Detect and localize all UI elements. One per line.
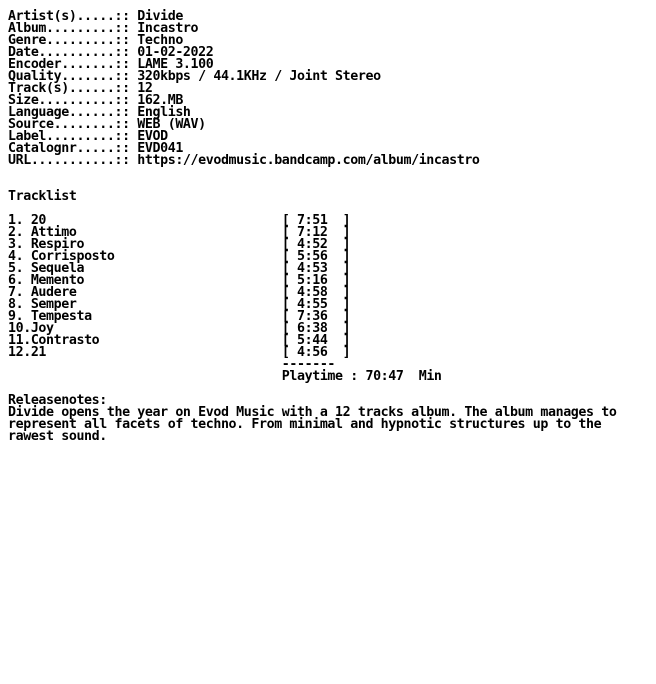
info-value: English [137,105,191,120]
track-row: 12.21 [ 4:56 ] [8,345,351,360]
info-value: WEB (WAV) [137,117,206,132]
track-title: Joy [30,321,54,336]
tracklist-heading: Tracklist [8,189,77,204]
info-value: 320kbps / 44.1KHz / Joint Stereo [137,69,381,84]
track-duration: 4:52 [297,237,328,252]
info-value: 01-02-2022 [137,45,214,60]
track-duration: 4:58 [297,285,328,300]
info-value: Incastro [137,21,199,36]
info-key: Encoder.......:: [8,57,130,72]
track-row: 8. Semper [ 4:55 ] [8,297,351,312]
info-key: Quality.......:: [8,69,130,84]
track-title: 21 [30,345,47,360]
info-block [8,11,616,167]
track-duration: 6:38 [297,321,328,336]
playtime-row [8,371,616,383]
info-value: 162.MB [137,93,183,108]
info-key: Track(s)......:: [8,81,130,96]
track-title: Sequela [30,261,85,276]
info-value[interactable]: https://evodmusic.bandcamp.com/album/incastro [137,153,480,168]
info-value: LAME 3.100 [137,57,214,72]
track-title: Audere [30,285,77,300]
track-duration: 5:16 [297,273,328,288]
playtime-value: 70:47 [365,369,404,384]
track-title: Semper [30,297,77,312]
track-number: 8. [8,297,24,312]
track-row: 7. Audere [ 4:58 ] [8,285,351,300]
playtime-label: Playtime : [281,369,358,384]
releasenotes-line: represent all facets of techno. From minimal and hypnotic structures up to the [8,417,602,432]
track-duration: 5:56 [297,249,328,264]
info-key: Size..........:: [8,93,130,108]
playtime-unit: Min [418,369,442,384]
track-number: 6. [8,273,24,288]
track-number: 7. [8,285,24,300]
info-key: Language......:: [8,105,130,120]
track-title: Contrasto [30,333,100,348]
info-key: Artist(s).....:: [8,9,130,24]
track-duration: 4:55 [297,297,328,312]
track-duration: 7:12 [297,225,328,240]
releasenotes-line: rawest sound. [8,429,107,444]
track-duration: 7:36 [297,309,328,324]
track-row: 11.Contrasto [ 5:44 ] [8,333,351,348]
releasenotes-heading: Releasenotes: [8,393,107,408]
info-key: Genre.........:: [8,33,130,48]
playtime-separator: ------- [281,357,336,372]
info-key: Catalognr.....:: [8,141,130,156]
track-row: 10.Joy [ 6:38 ] [8,321,351,336]
track-number: 12. [8,345,31,360]
track-number: 5. [8,261,24,276]
track-title: Memento [30,273,85,288]
info-key: Date..........:: [8,45,130,60]
info-key: Album.........:: [8,21,130,36]
info-value: 12 [137,81,153,96]
track-number: 2. [8,225,24,240]
track-row: 9. Tempesta [ 7:36 ] [8,309,351,324]
tracklist [8,215,616,359]
info-value: Techno [137,33,183,48]
track-duration: 5:44 [297,333,328,348]
track-number: 1. [8,213,24,228]
releasenotes-line: Divide opens the year on Evod Music with a 12 tracks album. The album manages to [8,405,617,420]
track-number: 3. [8,237,24,252]
track-title: Tempesta [30,309,92,324]
info-value: EVD041 [137,141,183,156]
info-key: Source........:: [8,117,130,132]
track-row: 3. Respiro [ 4:52 ] [8,237,351,252]
track-row: 4. Corrisposto [ 5:56 ] [8,249,351,264]
releasenotes-body [8,407,616,443]
nfo-text-document [8,11,616,443]
track-row: 6. Memento [ 5:16 ] [8,273,351,288]
track-number: 4. [8,249,24,264]
track-title: Corrisposto [30,249,115,264]
track-row: 1. 20 [ 7:51 ] [8,213,351,228]
track-duration: 7:51 [297,213,328,228]
info-value: Divide [137,9,183,24]
track-title: Respiro [30,237,85,252]
track-number: 10. [8,321,31,336]
track-row: 5. Sequela [ 4:53 ] [8,261,351,276]
info-key: Label.........:: [8,129,130,144]
track-duration: 4:53 [297,261,328,276]
track-row: 2. Attimo [ 7:12 ] [8,225,351,240]
track-number: 11. [8,333,31,348]
info-row-url [8,155,616,167]
track-title: 20 [30,213,47,228]
track-duration: 4:56 [297,345,328,360]
track-number: 9. [8,309,24,324]
track-title: Attimo [30,225,77,240]
info-key: URL...........:: [8,153,130,168]
info-value: EVOD [137,129,168,144]
